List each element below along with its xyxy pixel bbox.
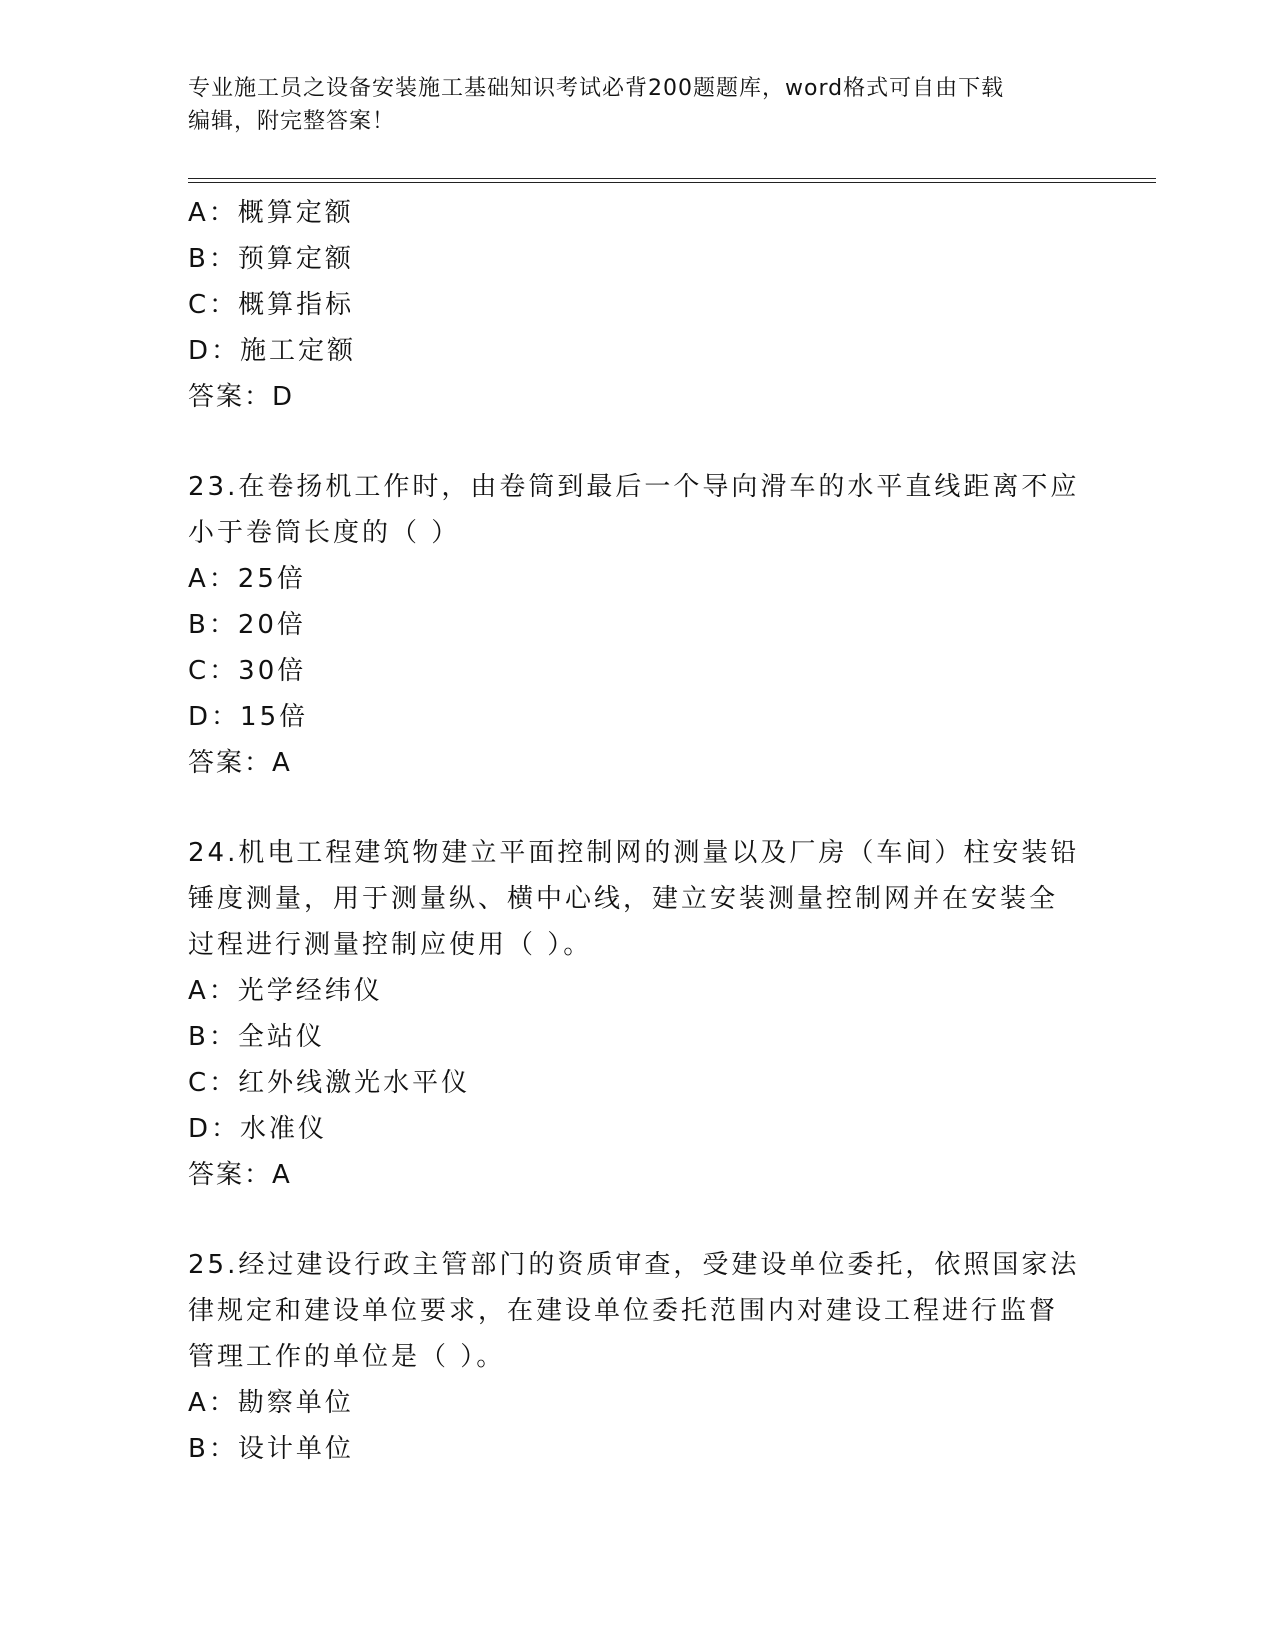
question-block-22: [188, 190, 1088, 420]
question-text: 管理工作的单位是（ ）。: [188, 1342, 506, 1372]
option-d: D：施工定额: [188, 336, 357, 366]
option-b: B：预算定额: [188, 244, 354, 274]
spacer: [188, 786, 1088, 830]
page-header: [188, 72, 1088, 138]
option-a: A：概算定额: [188, 198, 354, 228]
question-block-23: [188, 464, 1088, 786]
answer-line: 答案：A: [188, 1160, 292, 1190]
header-title-line-2: 编辑，附完整答案！: [188, 109, 396, 134]
option-a: A：勘察单位: [188, 1388, 354, 1418]
question-list: [188, 190, 1088, 1472]
spacer: [188, 420, 1088, 464]
question-text: 24.机电工程建筑物建立平面控制网的测量以及厂房（车间）柱安装铅: [188, 838, 1080, 868]
question-text: 小于卷筒长度的（ ）: [188, 518, 461, 548]
question-text: 23.在卷扬机工作时，由卷筒到最后一个导向滑车的水平直线距离不应: [188, 472, 1080, 502]
option-b: B：全站仪: [188, 1022, 325, 1052]
header-divider-top: [188, 178, 1156, 179]
option-a: A：25倍: [188, 564, 306, 594]
question-text: 锤度测量，用于测量纵、横中心线，建立安装测量控制网并在安装全: [188, 884, 1059, 914]
option-c: C：概算指标: [188, 290, 355, 320]
question-block-24: [188, 830, 1088, 1198]
option-b: B：设计单位: [188, 1434, 354, 1464]
spacer: [188, 1198, 1088, 1242]
option-b: B：20倍: [188, 610, 306, 640]
option-a: A：光学经纬仪: [188, 976, 383, 1006]
header-divider-bottom: [188, 182, 1156, 183]
option-d: D：15倍: [188, 702, 309, 732]
option-d: D：水准仪: [188, 1114, 328, 1144]
option-c: C：红外线激光水平仪: [188, 1068, 471, 1098]
question-text: 25.经过建设行政主管部门的资质审查，受建设单位委托，依照国家法: [188, 1250, 1080, 1280]
question-text: 过程进行测量控制应使用（ ）。: [188, 930, 593, 960]
answer-line: 答案：D: [188, 382, 295, 412]
question-block-25: [188, 1242, 1088, 1472]
question-text: 律规定和建设单位要求，在建设单位委托范围内对建设工程进行监督: [188, 1296, 1059, 1326]
answer-line: 答案：A: [188, 748, 292, 778]
option-c: C：30倍: [188, 656, 307, 686]
header-title-line-1: 专业施工员之设备安装施工基础知识考试必背200题题库，word格式可自由下载: [188, 76, 1005, 101]
